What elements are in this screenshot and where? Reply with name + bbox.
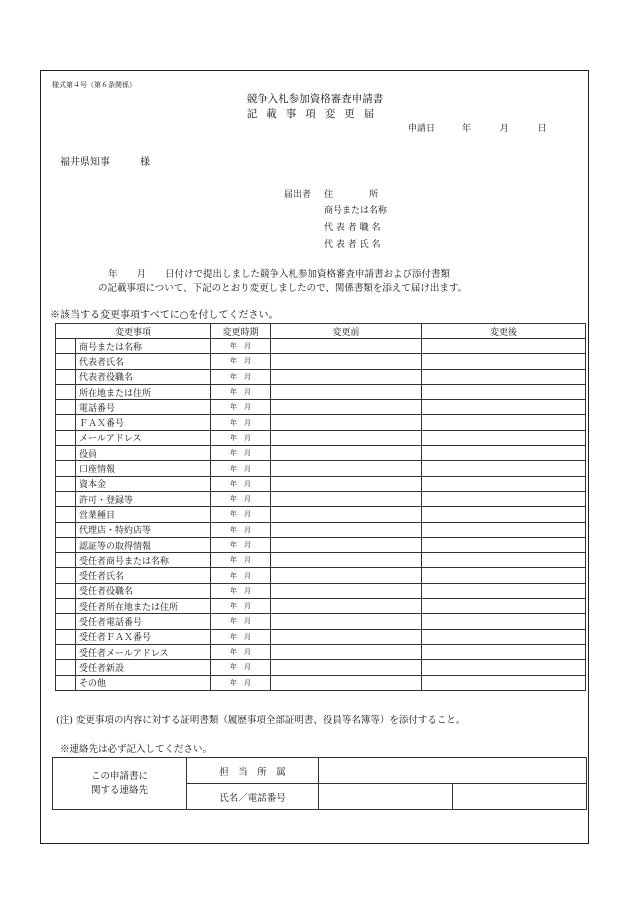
period-cell[interactable]: 年 月 bbox=[211, 583, 271, 598]
item-name: ＦＡＸ番号 bbox=[76, 415, 211, 430]
phone-field[interactable] bbox=[453, 784, 587, 810]
mark-cell[interactable] bbox=[56, 384, 76, 399]
item-name: 受任者新設 bbox=[76, 660, 211, 675]
period-cell[interactable]: 年 月 bbox=[211, 614, 271, 629]
table-row bbox=[56, 339, 586, 354]
mark-cell[interactable] bbox=[56, 614, 76, 629]
after-cell[interactable] bbox=[422, 553, 586, 568]
note-text: (注) 変更事項の内容に対する証明書類（履歴事項全部証明書、役員等名簿等）を添付すること。 bbox=[56, 715, 466, 726]
table-row bbox=[56, 446, 586, 461]
table-row bbox=[56, 553, 586, 568]
table-row bbox=[56, 675, 586, 690]
mark-cell[interactable] bbox=[56, 507, 76, 522]
after-cell[interactable] bbox=[422, 537, 586, 552]
form-title: 競争入札参加資格審査申請書 bbox=[246, 93, 384, 105]
table-row bbox=[56, 400, 586, 415]
mark-cell[interactable] bbox=[56, 461, 76, 476]
item-name: 営業種目 bbox=[76, 507, 211, 522]
mark-cell[interactable] bbox=[56, 660, 76, 675]
after-cell[interactable] bbox=[422, 400, 586, 415]
before-cell[interactable] bbox=[271, 644, 422, 659]
after-cell[interactable] bbox=[422, 507, 586, 522]
period-cell[interactable]: 年 月 bbox=[211, 568, 271, 583]
item-name: 所在地または住所 bbox=[76, 384, 211, 399]
date-year: 年 bbox=[461, 124, 471, 134]
before-cell[interactable] bbox=[271, 446, 422, 461]
item-name: 資本金 bbox=[76, 476, 211, 491]
item-name: 受任者メールアドレス bbox=[76, 644, 211, 659]
period-cell[interactable]: 年 月 bbox=[211, 446, 271, 461]
after-cell[interactable] bbox=[422, 568, 586, 583]
after-cell[interactable] bbox=[422, 415, 586, 430]
period-cell[interactable]: 年 月 bbox=[211, 369, 271, 384]
after-cell[interactable] bbox=[422, 583, 586, 598]
header-before: 変更前 bbox=[271, 324, 422, 339]
department-field[interactable] bbox=[319, 758, 587, 784]
item-name: 受任者ＦＡＸ番号 bbox=[76, 629, 211, 644]
mark-cell[interactable] bbox=[56, 491, 76, 506]
mark-cell[interactable] bbox=[56, 476, 76, 491]
table-row bbox=[56, 384, 586, 399]
item-name: 受任者商号または名称 bbox=[76, 553, 211, 568]
after-cell[interactable] bbox=[422, 675, 586, 690]
item-name: 代表者役職名 bbox=[76, 369, 211, 384]
period-cell[interactable]: 年 月 bbox=[211, 675, 271, 690]
item-name: メールアドレス bbox=[76, 430, 211, 445]
table-row bbox=[56, 476, 586, 491]
form-subtitle: 記載事項変更届 bbox=[246, 108, 384, 120]
date-month: 月 bbox=[499, 124, 509, 134]
period-cell[interactable]: 年 月 bbox=[211, 553, 271, 568]
before-cell[interactable] bbox=[271, 415, 422, 430]
before-cell[interactable] bbox=[271, 354, 422, 369]
period-cell[interactable]: 年 月 bbox=[211, 491, 271, 506]
period-cell[interactable]: 年 月 bbox=[211, 599, 271, 614]
after-cell[interactable] bbox=[422, 446, 586, 461]
table-row bbox=[56, 629, 586, 644]
period-cell[interactable]: 年 月 bbox=[211, 476, 271, 491]
table-row bbox=[56, 644, 586, 659]
item-name: 認証等の取得情報 bbox=[76, 537, 211, 552]
item-name: 口座情報 bbox=[76, 461, 211, 476]
header-item: 変更事項 bbox=[56, 324, 211, 339]
item-name: 受任者役職名 bbox=[76, 583, 211, 598]
filer-address-label: 住 所 bbox=[324, 190, 379, 200]
table-row bbox=[56, 583, 586, 598]
application-date bbox=[408, 121, 547, 134]
table-row bbox=[56, 599, 586, 614]
mark-cell[interactable] bbox=[56, 339, 76, 354]
table-row bbox=[56, 507, 586, 522]
period-cell[interactable]: 年 月 bbox=[211, 629, 271, 644]
filer-rep-title-label: 代 表 者 職 名 bbox=[324, 223, 381, 233]
contact-label-line2: 関する連絡先 bbox=[90, 784, 148, 796]
table-row bbox=[56, 415, 586, 430]
period-cell[interactable]: 年 月 bbox=[211, 537, 271, 552]
table-row bbox=[56, 660, 586, 675]
mark-cell[interactable] bbox=[56, 553, 76, 568]
period-cell[interactable]: 年 月 bbox=[211, 430, 271, 445]
period-cell[interactable]: 年 月 bbox=[211, 507, 271, 522]
after-cell[interactable] bbox=[422, 430, 586, 445]
period-cell[interactable]: 年 月 bbox=[211, 461, 271, 476]
table-header-row bbox=[56, 324, 586, 339]
mark-cell[interactable] bbox=[56, 430, 76, 445]
mark-cell[interactable] bbox=[56, 644, 76, 659]
period-cell[interactable]: 年 月 bbox=[211, 339, 271, 354]
body-text-line2: の記載事項について、下記のとおり変更しましたので、関係書類を添えて届け出ます。 bbox=[98, 283, 468, 294]
item-name: 役員 bbox=[76, 446, 211, 461]
item-name: 受任者氏名 bbox=[76, 568, 211, 583]
body-text-line1: 年 月 日付けで提出しました競争入札参加資格審査申請書および添付書類 bbox=[108, 269, 451, 280]
table-row bbox=[56, 614, 586, 629]
table-row bbox=[56, 491, 586, 506]
item-name: 商号または名称 bbox=[76, 339, 211, 354]
name-field[interactable] bbox=[319, 784, 453, 810]
period-cell[interactable]: 年 月 bbox=[211, 522, 271, 537]
date-label: 申請日 bbox=[408, 124, 436, 134]
item-name: 代表者氏名 bbox=[76, 354, 211, 369]
before-cell[interactable] bbox=[271, 537, 422, 552]
mark-cell[interactable] bbox=[56, 629, 76, 644]
after-cell[interactable] bbox=[422, 384, 586, 399]
period-cell[interactable]: 年 月 bbox=[211, 400, 271, 415]
contact-note: ※連絡先は必ず記入してください。 bbox=[60, 744, 213, 755]
filer-label: 届出者 bbox=[284, 190, 312, 200]
before-cell[interactable] bbox=[271, 568, 422, 583]
before-cell[interactable] bbox=[271, 339, 422, 354]
item-name: 受任者所在地または住所 bbox=[76, 599, 211, 614]
after-cell[interactable] bbox=[422, 644, 586, 659]
after-cell[interactable] bbox=[422, 629, 586, 644]
table-row bbox=[56, 430, 586, 445]
mark-cell[interactable] bbox=[56, 446, 76, 461]
after-cell[interactable] bbox=[422, 476, 586, 491]
mark-cell[interactable] bbox=[56, 675, 76, 690]
before-cell[interactable] bbox=[271, 583, 422, 598]
before-cell[interactable] bbox=[271, 629, 422, 644]
before-cell[interactable] bbox=[271, 553, 422, 568]
header-after: 変更後 bbox=[422, 324, 586, 339]
before-cell[interactable] bbox=[271, 476, 422, 491]
after-cell[interactable] bbox=[422, 614, 586, 629]
before-cell[interactable] bbox=[271, 660, 422, 675]
addressee: 福井県知事 様 bbox=[60, 157, 150, 168]
mark-cell[interactable] bbox=[56, 369, 76, 384]
period-cell[interactable]: 年 月 bbox=[211, 354, 271, 369]
after-cell[interactable] bbox=[422, 599, 586, 614]
table-row bbox=[56, 461, 586, 476]
before-cell[interactable] bbox=[271, 491, 422, 506]
after-cell[interactable] bbox=[422, 369, 586, 384]
form-number: 様式第４号（第６条関係） bbox=[52, 81, 136, 89]
period-cell[interactable]: 年 月 bbox=[211, 644, 271, 659]
before-cell[interactable] bbox=[271, 599, 422, 614]
contact-table bbox=[52, 757, 587, 810]
filer-company-label: 商号または名称 bbox=[324, 206, 388, 216]
mark-cell[interactable] bbox=[56, 354, 76, 369]
item-name: 電話番号 bbox=[76, 400, 211, 415]
before-cell[interactable] bbox=[271, 614, 422, 629]
instruction-text: ※該当する変更事項すべてに○を付してください。 bbox=[50, 310, 279, 321]
item-name: 許可・登録等 bbox=[76, 491, 211, 506]
before-cell[interactable] bbox=[271, 400, 422, 415]
after-cell[interactable] bbox=[422, 660, 586, 675]
before-cell[interactable] bbox=[271, 384, 422, 399]
after-cell[interactable] bbox=[422, 491, 586, 506]
mark-cell[interactable] bbox=[56, 400, 76, 415]
item-name: 代理店・特約店等 bbox=[76, 522, 211, 537]
after-cell[interactable] bbox=[422, 522, 586, 537]
mark-cell[interactable] bbox=[56, 415, 76, 430]
mark-cell[interactable] bbox=[56, 537, 76, 552]
table-row bbox=[56, 537, 586, 552]
table-row bbox=[56, 354, 586, 369]
mark-cell[interactable] bbox=[56, 583, 76, 598]
after-cell[interactable] bbox=[422, 354, 586, 369]
department-label: 担 当 所 属 bbox=[187, 758, 319, 784]
period-cell[interactable]: 年 月 bbox=[211, 415, 271, 430]
item-name: 受任者電話番号 bbox=[76, 614, 211, 629]
table-row bbox=[56, 522, 586, 537]
before-cell[interactable] bbox=[271, 507, 422, 522]
period-cell[interactable]: 年 月 bbox=[211, 660, 271, 675]
header-period: 変更時期 bbox=[211, 324, 271, 339]
before-cell[interactable] bbox=[271, 675, 422, 690]
after-cell[interactable] bbox=[422, 461, 586, 476]
table-row bbox=[56, 568, 586, 583]
after-cell[interactable] bbox=[422, 339, 586, 354]
mark-cell[interactable] bbox=[56, 599, 76, 614]
name-phone-label: 氏名／電話番号 bbox=[187, 784, 319, 810]
before-cell[interactable] bbox=[271, 430, 422, 445]
before-cell[interactable] bbox=[271, 369, 422, 384]
before-cell[interactable] bbox=[271, 461, 422, 476]
table-row bbox=[56, 369, 586, 384]
before-cell[interactable] bbox=[271, 522, 422, 537]
change-items-table bbox=[55, 323, 586, 691]
mark-cell[interactable] bbox=[56, 568, 76, 583]
contact-label-line1: この申請書に bbox=[90, 770, 148, 782]
date-day: 日 bbox=[537, 124, 547, 134]
item-name: その他 bbox=[76, 675, 211, 690]
mark-cell[interactable] bbox=[56, 522, 76, 537]
period-cell[interactable]: 年 月 bbox=[211, 384, 271, 399]
filer-rep-name-label: 代 表 者 氏 名 bbox=[324, 240, 381, 250]
contact-label bbox=[53, 758, 187, 810]
